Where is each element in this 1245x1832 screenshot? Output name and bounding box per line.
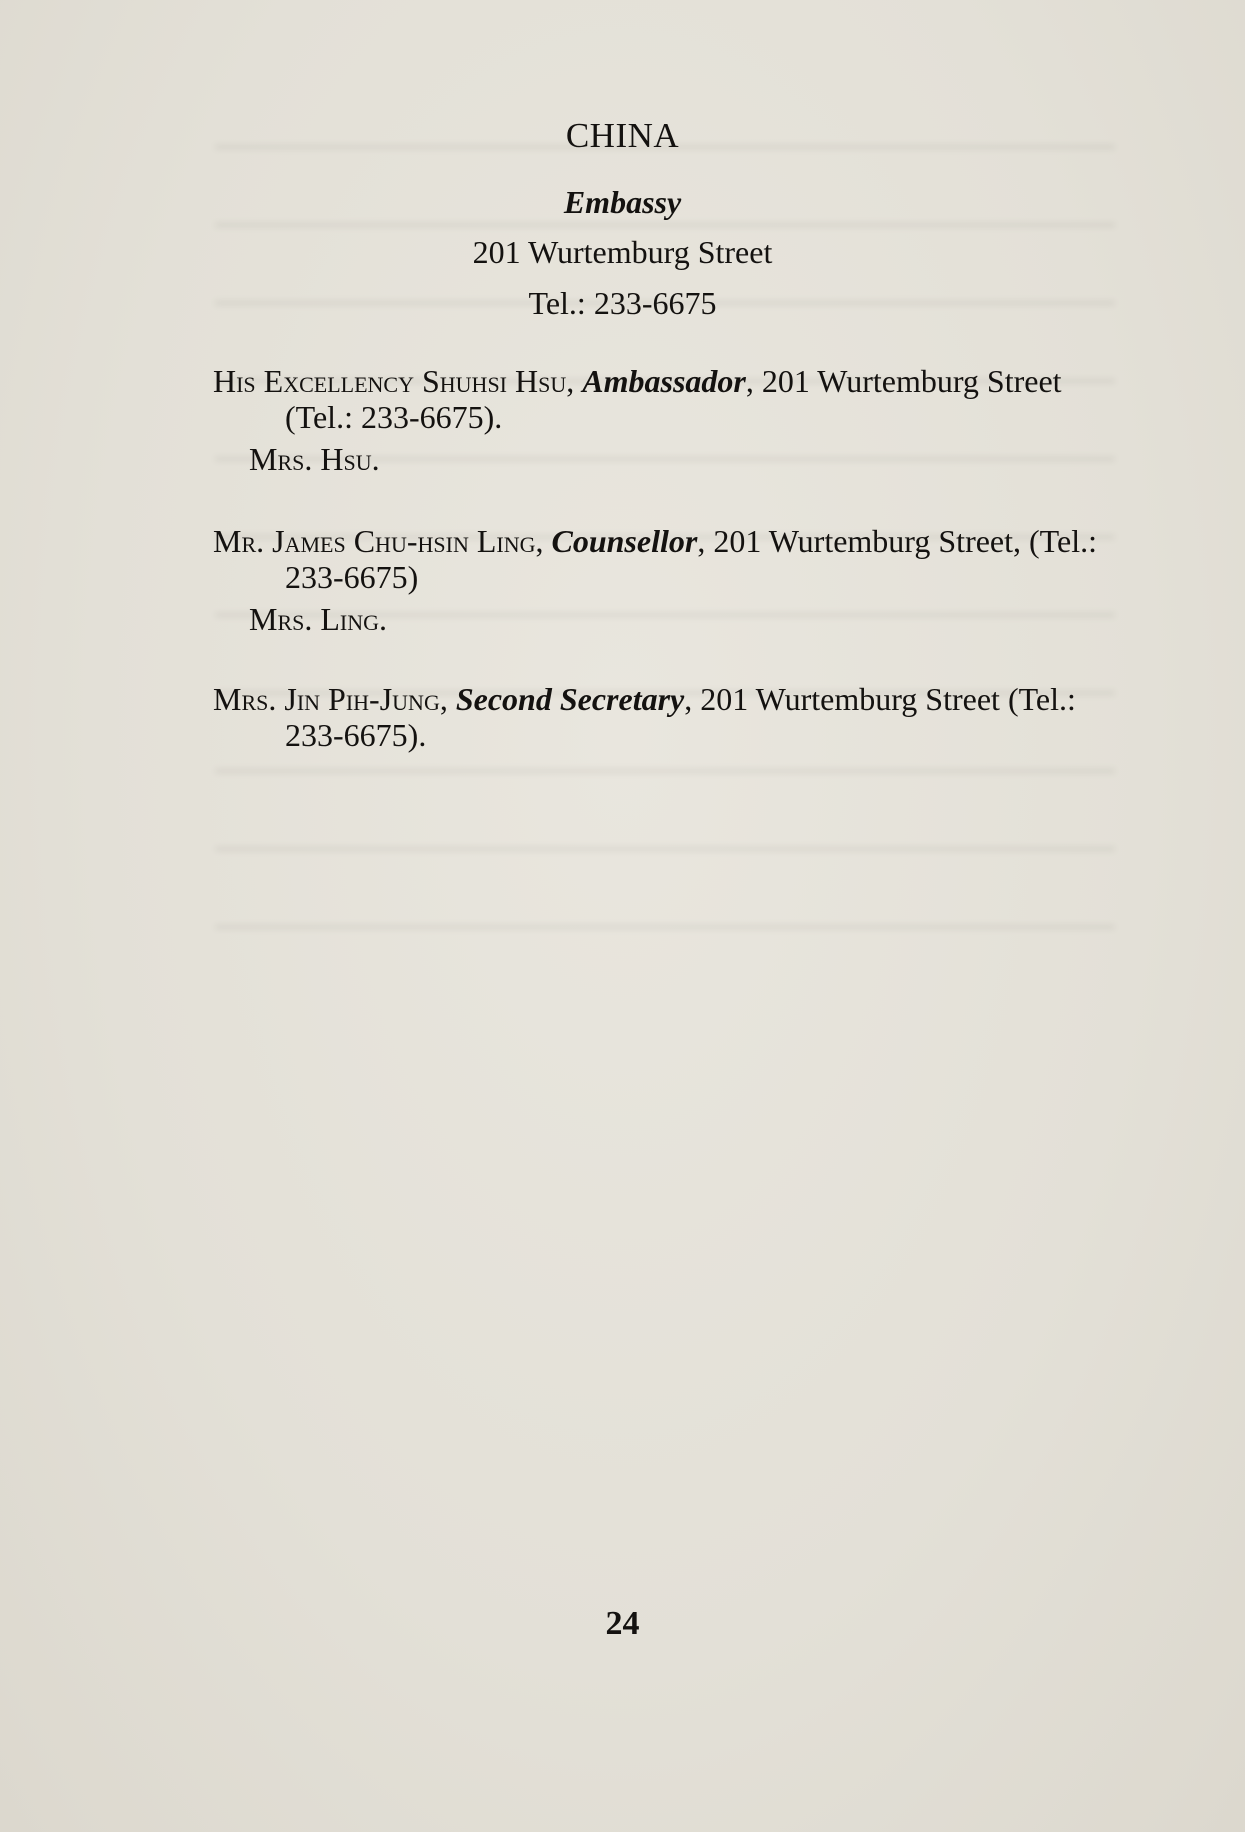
entry-address: 201 Wurtemburg Street (Tel.: 233-6675). [285, 363, 1062, 435]
diplomat-entry [213, 363, 1125, 477]
embassy-address: 201 Wurtemburg Street [472, 234, 773, 270]
diplomat-entry [213, 523, 1125, 637]
diplomatic-title: Ambassador [582, 363, 746, 399]
diplomatic-title: Counsellor [551, 523, 698, 559]
country-heading: CHINA [565, 116, 680, 155]
honorific-prefix: Mr. [213, 523, 265, 559]
person-name: Jin Pih-Jung [284, 681, 440, 717]
honorific-prefix: Mrs. [213, 681, 277, 717]
page-number: 24 [605, 1605, 640, 1642]
spouse-name: Mrs. Ling. [249, 601, 388, 637]
honorific-prefix: His Excellency [213, 363, 414, 399]
person-name: Shuhsi Hsu [421, 363, 567, 399]
diplomatic-title: Second Secretary [455, 681, 685, 717]
entry-main-line: Mrs. Jin Pih-Jung, Second Secretary, 201 Wurtemburg Street (Tel.: 233-6675). [213, 681, 1076, 753]
entry-main-line: Mr. James Chu-hsin Ling, Counsellor, 201 Wurtemburg Street, (Tel.: 233-6675) [213, 523, 1097, 595]
spouse-name: Mrs. Hsu. [249, 441, 380, 477]
embassy-telephone: Tel.: 233-6675 [528, 285, 717, 321]
entry-main-line: His Excellency Shuhsi Hsu, Ambassador, 201 Wurtemburg Street (Tel.: 233-6675). [213, 363, 1062, 435]
entry-address: 201 Wurtemburg Street (Tel.: 233-6675). [285, 681, 1076, 753]
diplomat-entry [213, 681, 1125, 753]
entry-address: 201 Wurtemburg Street, (Tel.: 233-6675) [285, 523, 1097, 595]
person-name: James Chu-hsin Ling [272, 523, 536, 559]
mission-type-label: Embassy [563, 184, 682, 220]
